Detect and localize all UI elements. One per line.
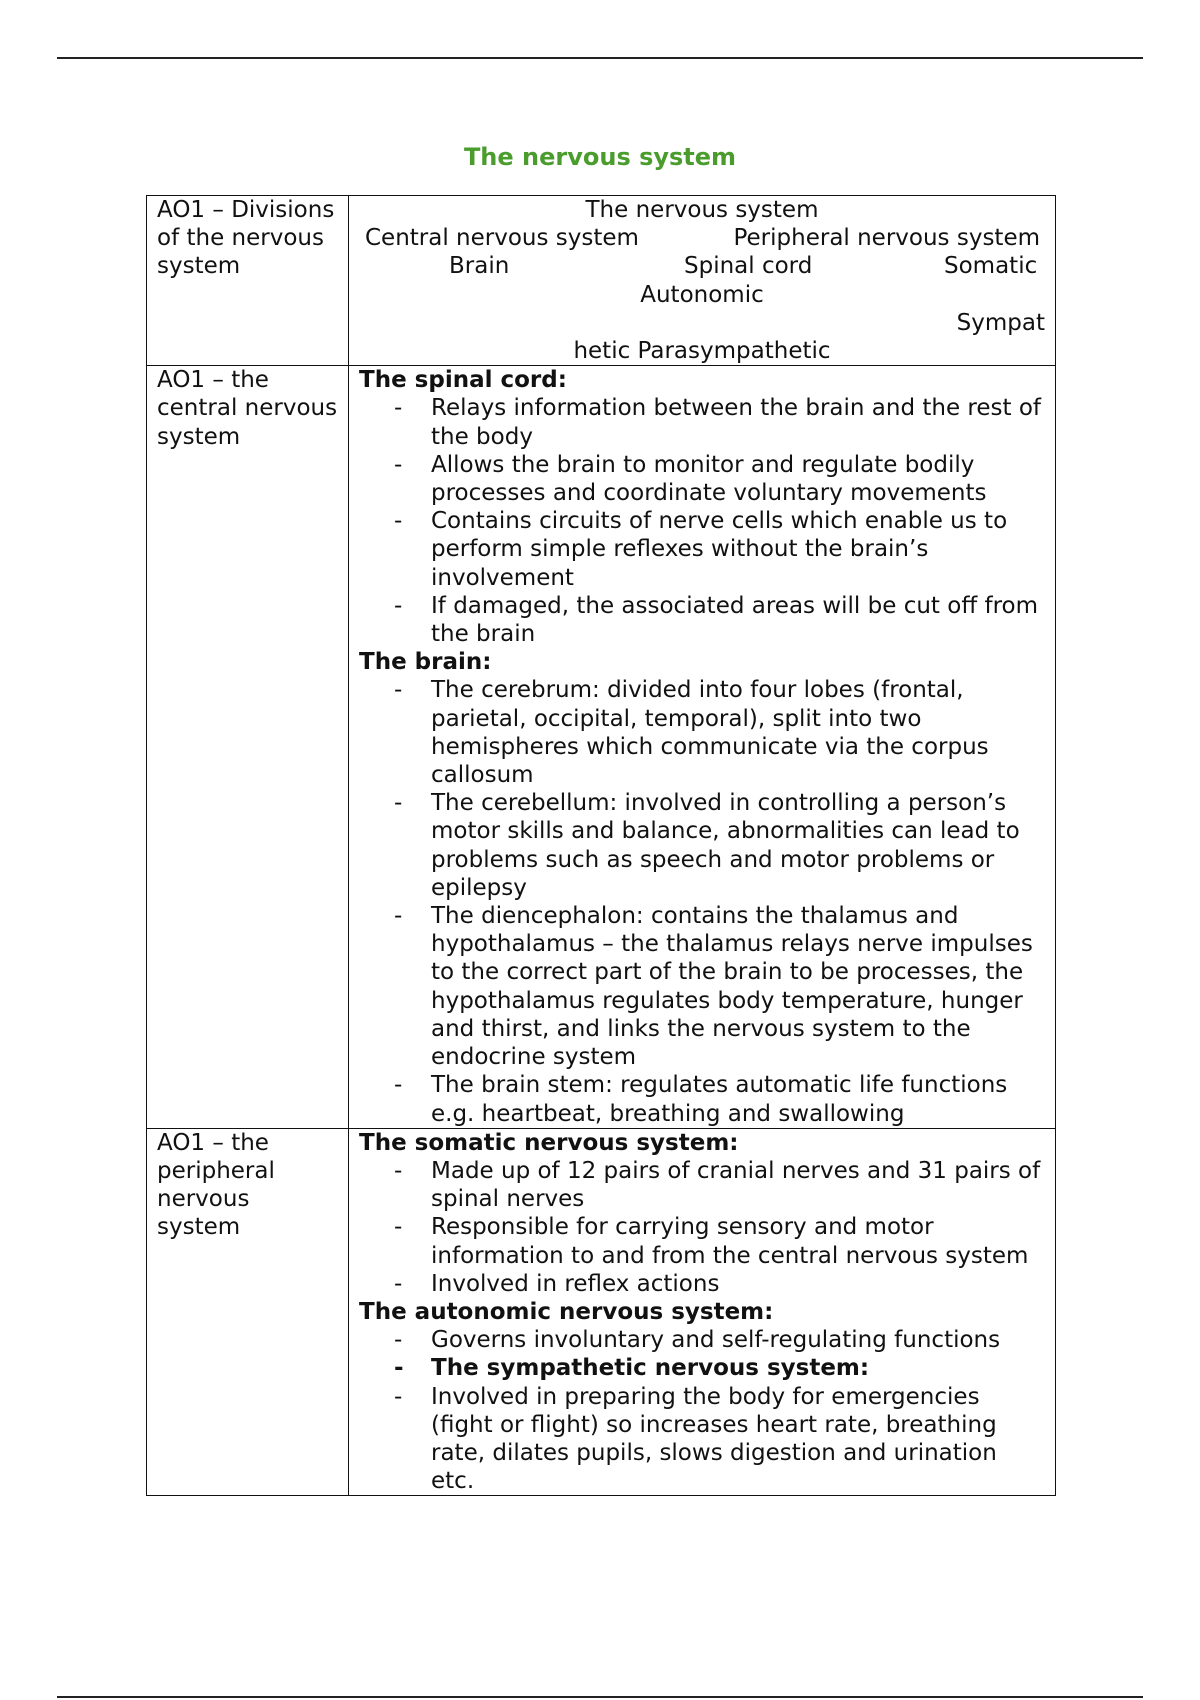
list-item: - Relays information between the brain and the rest of the body	[359, 394, 1045, 450]
node-central: Central nervous system	[365, 225, 639, 252]
page-title: The nervous system	[463, 143, 737, 171]
row-label: AO1 – the central nervous system	[147, 366, 349, 1128]
pns-content	[349, 1128, 1056, 1496]
pns-row	[147, 1128, 1056, 1496]
somatic-list	[359, 1157, 1045, 1298]
node-somatic: Somatic	[944, 253, 1038, 280]
list-item: - Involved in preparing the body for emergencies (fight or flight) so increases heart rate, breathing rate, dilates pupils, slows digestion and urination etc.	[359, 1383, 1045, 1496]
list-item: - Allows the brain to monitor and regulate bodily processes and coordinate voluntary movements	[359, 451, 1045, 507]
list-item: - If damaged, the associated areas will be cut off from the brain	[359, 592, 1045, 648]
brain-list	[359, 676, 1045, 1127]
section-title: The brain:	[359, 649, 492, 676]
spinal-cord-list	[359, 394, 1045, 648]
list-item: - Made up of 12 pairs of cranial nerves and 31 pairs of spinal nerves	[359, 1157, 1045, 1213]
footer-rule	[57, 1696, 1143, 1698]
node-autonomic: Autonomic	[640, 281, 764, 308]
list-item: - The brain stem: regulates automatic life functions e.g. heartbeat, breathing and swallowing	[359, 1071, 1045, 1127]
list-item: - Responsible for carrying sensory and motor information to and from the central nervous system	[359, 1213, 1045, 1269]
node-brain: Brain	[449, 253, 510, 280]
node-parasympathetic: Parasympathetic	[637, 338, 831, 365]
list-item: - Contains circuits of nerve cells which enable us to perform simple reflexes without the brain’s involvement	[359, 507, 1045, 592]
section-title: The autonomic nervous system:	[359, 1298, 774, 1325]
header-rule	[57, 57, 1143, 59]
row-label: AO1 – the peripheral nervous system	[147, 1128, 349, 1496]
divisions-row	[147, 196, 1056, 366]
notes-table	[146, 195, 1056, 1496]
node-sympathetic-part2: hetic	[573, 338, 631, 365]
list-item: - The diencephalon: contains the thalamus and hypothalamus – the thalamus relays nerve impulses to the correct part of the brain to be processes, the hypothalamus regulates body temperature, hunger and thirst, and links the nervous system to the endocrine system	[359, 902, 1045, 1071]
row-label: AO1 – Divisions of the nervous system	[147, 196, 349, 366]
node-spinal-cord: Spinal cord	[684, 253, 813, 280]
section-title: The somatic nervous system:	[359, 1129, 739, 1156]
section-title: The spinal cord:	[359, 367, 567, 394]
cns-row	[147, 366, 1056, 1128]
autonomic-list	[359, 1326, 1045, 1495]
node-sympathetic-part1: Sympat	[956, 309, 1045, 336]
list-item: - Involved in reflex actions	[359, 1270, 1045, 1298]
list-item: - The sympathetic nervous system:	[359, 1354, 1045, 1382]
list-item: - The cerebrum: divided into four lobes (frontal, parietal, occipital, temporal), split into two hemispheres which communicate via the corpus callosum	[359, 676, 1045, 789]
divisions-diagram	[349, 196, 1056, 366]
node-peripheral: Peripheral nervous system	[733, 225, 1040, 252]
node-nervous-system: The nervous system	[585, 197, 819, 223]
list-item: - The cerebellum: involved in controlling a person’s motor skills and balance, abnormalities can lead to problems such as speech and motor problems or epilepsy	[359, 789, 1045, 902]
cns-content	[349, 366, 1056, 1128]
list-item: - Governs involuntary and self-regulating functions	[359, 1326, 1045, 1354]
